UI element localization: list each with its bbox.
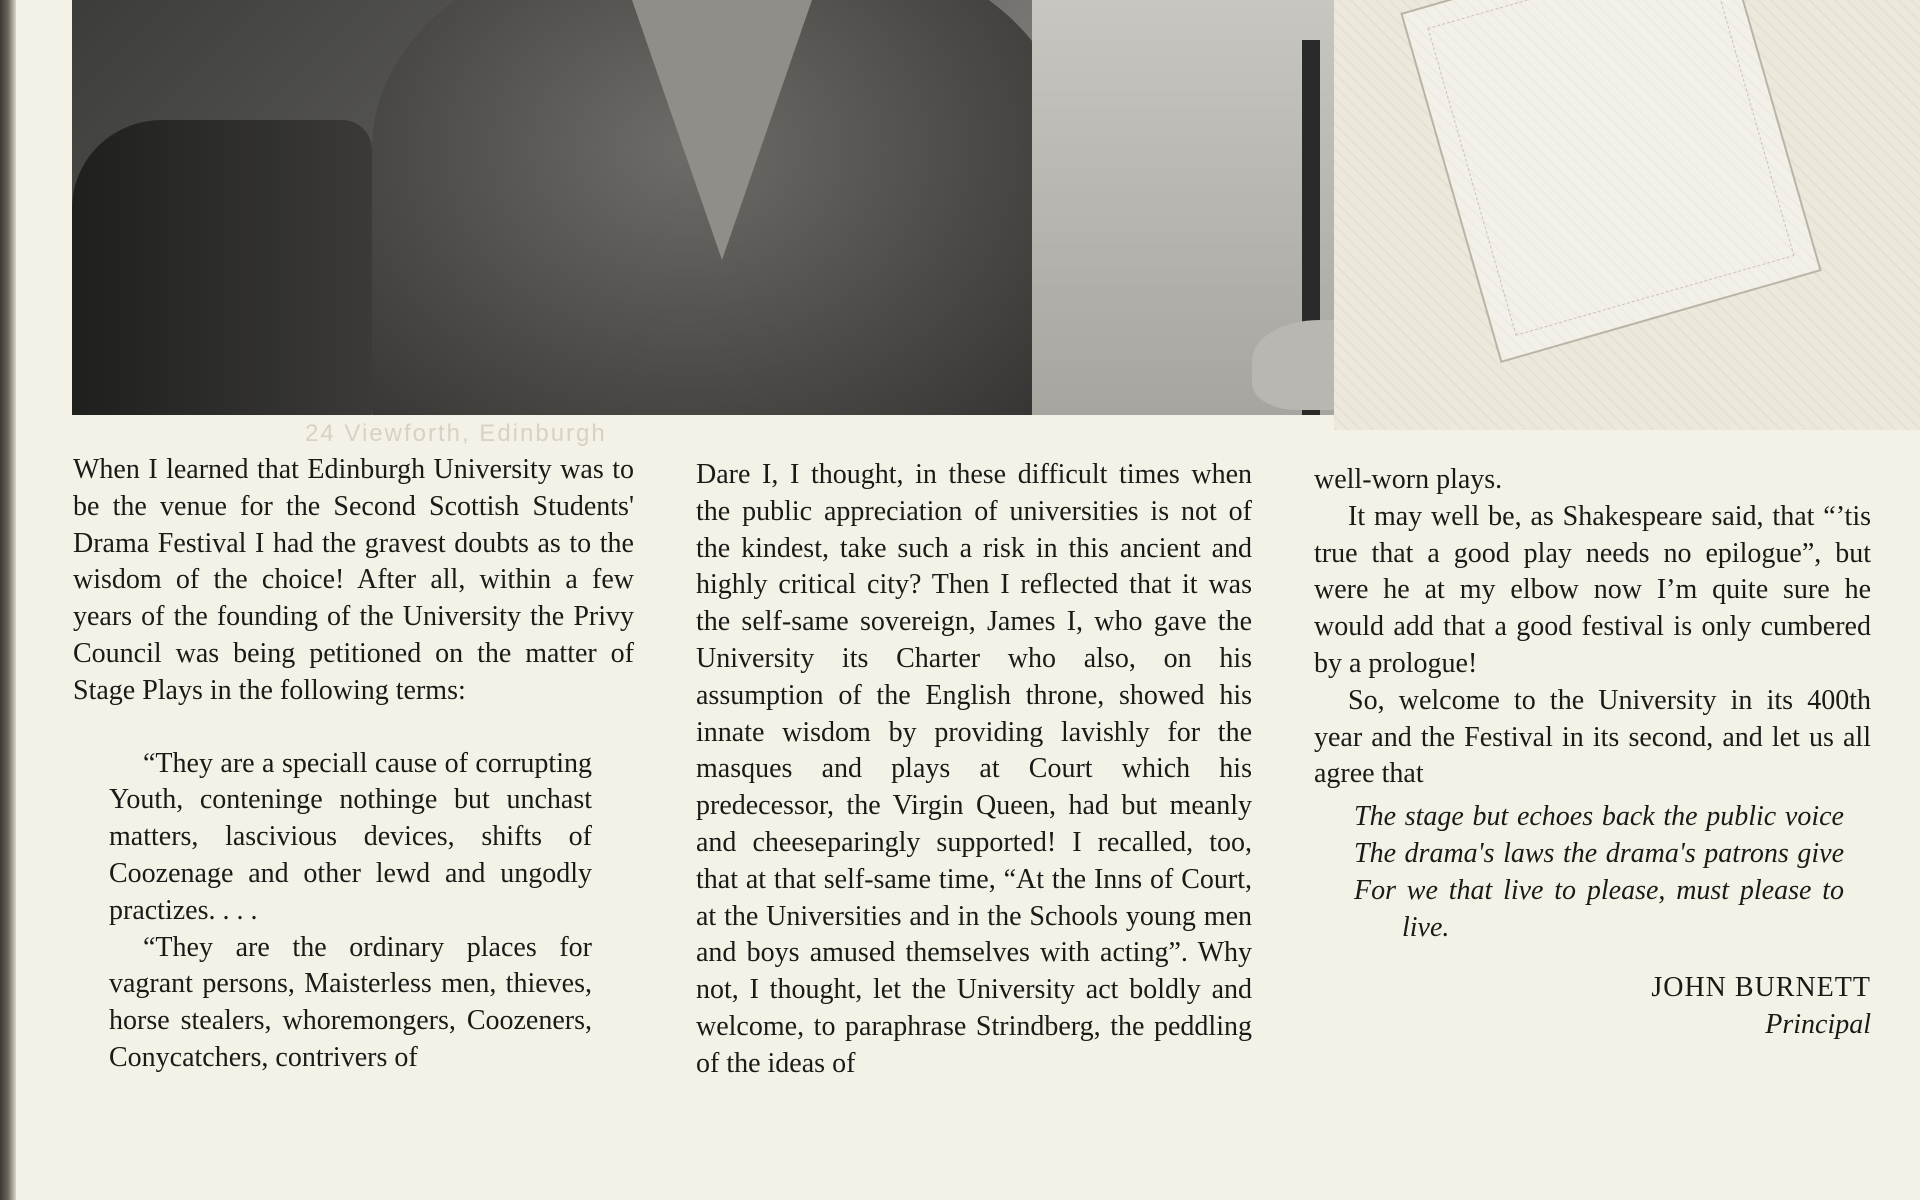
show-through-text: 24 Viewforth, Edinburgh: [305, 420, 607, 447]
leather-chair: [72, 120, 372, 415]
principal-photo: [72, 0, 1334, 415]
article-column-2: [696, 457, 1252, 1083]
sketch-illustration: [1334, 0, 1920, 430]
column-3-continuation: well-worn plays.: [1314, 464, 1503, 495]
welcome-paragraph: So, welcome to the University in its 400th year and the Festival in its second, and let us all agree that: [1314, 684, 1871, 790]
page-binding-edge: [0, 0, 16, 1200]
verse-line: The stage but echoes back the public voice: [1354, 801, 1844, 833]
jacket-lapel: [632, 0, 812, 260]
column-2-paragraph: Dare I, I thought, in these difficult times when the public appreciation of universities is not of the kindest, take such a risk in this ancient and highly critical city? Then I reflected that it was the self-same sovereign, James I, who gave the University its Charter who also, on his assumption of the English throne, showed his innate wisdom by providing lavishly for the masques and plays at Court which his predecessor, the Virgin Queen, had but meanly and cheeseparingly supported! I recalled, too, that at that self-same time, “At the Inns of Court, at the Universities and in the Schools young men and boys amused themselves with acting”. Why not, I thought, let the University act boldly and welcome, to paraphrase Strindberg, the peddling of the ideas of: [696, 459, 1252, 1079]
verse-line: For we that live to please, must please to live.: [1354, 874, 1844, 943]
article-column-1: [73, 452, 634, 1077]
author-name: JOHN BURNETT: [1651, 972, 1871, 1004]
privy-council-quote-1: “They are a speciall cause of corrupting Youth, conteninge nothinge but unchast matters, lascivious devices, shifts of Coozenage and other lewd and ungodly practizes. . . .: [109, 747, 592, 926]
author-role: Principal: [1765, 1009, 1871, 1041]
shakespeare-paragraph: It may well be, as Shakespeare said, that “’tis true that a good play needs no epilogue”, but were he at my elbow now I’m quite sure he would add that a good festival is only cumbered by a prologue!: [1314, 500, 1871, 679]
privy-council-quote-2: “They are the ordinary places for vagrant persons, Maisterless men, thieves, horse stealers, whoremongers, Coozeners, Conycatchers, contrivers of: [109, 931, 592, 1073]
verse-line: The drama's laws the drama's patrons give: [1354, 837, 1844, 869]
sketch-sheet: [1400, 0, 1821, 363]
verse-quote: [1354, 799, 1844, 946]
intro-paragraph: When I learned that Edinburgh University was to be the venue for the Second Scottish Students' Drama Festival I had the gravest doubts as to the wisdom of the choice! After all, within a few years of the founding of the University the Privy Council was being petitioned on the matter of Stage Plays in the following terms:: [73, 454, 634, 706]
article-column-3: [1314, 462, 1871, 1044]
